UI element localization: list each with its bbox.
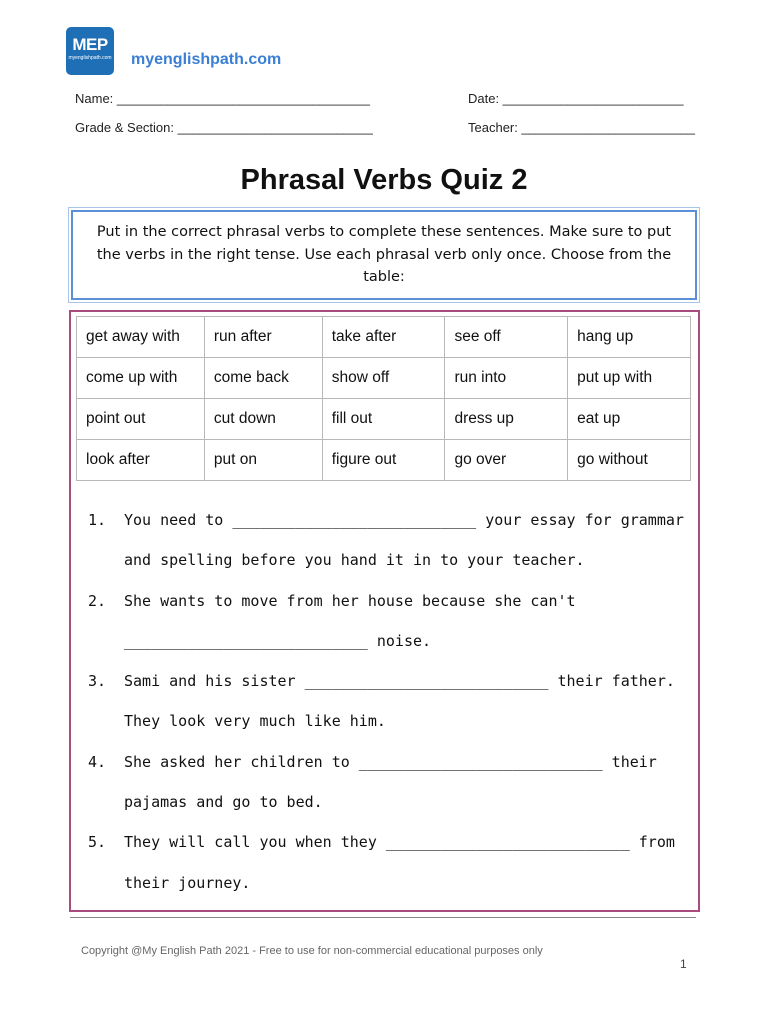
verb-cell: cut down bbox=[204, 399, 322, 440]
question-text: They look very much like him. bbox=[124, 712, 386, 730]
verb-cell: point out bbox=[77, 399, 205, 440]
verb-cell: eat up bbox=[568, 399, 691, 440]
table-row bbox=[77, 317, 691, 358]
table-row bbox=[77, 358, 691, 399]
table-row bbox=[77, 399, 691, 440]
date-field: Date: _________________________ bbox=[468, 91, 684, 106]
verb-cell: dress up bbox=[445, 399, 568, 440]
logo-subtext: myenglishpath.com bbox=[68, 55, 112, 61]
copyright-footer: Copyright @My English Path 2021 - Free to use for non-commercial educational purposes only bbox=[81, 945, 543, 957]
question-text: You need to ___________________________ your essay for grammar bbox=[124, 511, 684, 529]
question-text: She wants to move from her house because she can't bbox=[124, 592, 576, 610]
verb-cell: figure out bbox=[322, 440, 445, 481]
question-text: They will call you when they ___________________________ from bbox=[124, 833, 675, 851]
name-field: Name: ___________________________________ bbox=[75, 91, 370, 106]
verb-cell: hang up bbox=[568, 317, 691, 358]
teacher-field: Teacher: ________________________ bbox=[468, 120, 695, 135]
question-text: their journey. bbox=[124, 874, 251, 892]
question-text: Sami and his sister ___________________________ their father. bbox=[124, 672, 675, 690]
page-title: Phrasal Verbs Quiz 2 bbox=[240, 164, 528, 196]
verb-table bbox=[76, 316, 691, 481]
verb-cell: see off bbox=[445, 317, 568, 358]
logo-text: MEP bbox=[72, 35, 108, 54]
verb-cell: show off bbox=[322, 358, 445, 399]
question-text: ___________________________ noise. bbox=[124, 632, 432, 650]
instructions-box bbox=[71, 210, 697, 300]
verb-cell: look after bbox=[77, 440, 205, 481]
table-row bbox=[77, 440, 691, 481]
verb-cell: fill out bbox=[322, 399, 445, 440]
verb-cell: run after bbox=[204, 317, 322, 358]
question-number: 3. bbox=[88, 672, 107, 690]
question-number: 5. bbox=[88, 833, 107, 851]
verb-cell: run into bbox=[445, 358, 568, 399]
question-text: pajamas and go to bed. bbox=[124, 793, 323, 811]
page-number: 1 bbox=[680, 957, 687, 971]
footer-divider bbox=[70, 917, 696, 918]
question-text: and spelling before you hand it in to your teacher. bbox=[124, 551, 585, 569]
question-number: 4. bbox=[88, 753, 107, 771]
question-number: 2. bbox=[88, 592, 107, 610]
site-url: myenglishpath.com bbox=[131, 51, 282, 68]
verb-cell: put on bbox=[204, 440, 322, 481]
verb-cell: put up with bbox=[568, 358, 691, 399]
instructions-text: Put in the correct phrasal verbs to complete these sentences. Make sure to put the verbs in the right tense. Use each phrasal verb only once. Choose from the table: bbox=[96, 224, 672, 286]
question-text: She asked her children to ___________________________ their bbox=[124, 753, 657, 771]
verb-cell: go without bbox=[568, 440, 691, 481]
grade-section-field: Grade & Section: ___________________________ bbox=[75, 120, 373, 135]
verb-cell: come up with bbox=[77, 358, 205, 399]
verb-cell: go over bbox=[445, 440, 568, 481]
verb-cell: take after bbox=[322, 317, 445, 358]
logo bbox=[66, 27, 114, 75]
verb-cell: come back bbox=[204, 358, 322, 399]
question-number: 1. bbox=[88, 511, 107, 529]
verb-cell: get away with bbox=[77, 317, 205, 358]
